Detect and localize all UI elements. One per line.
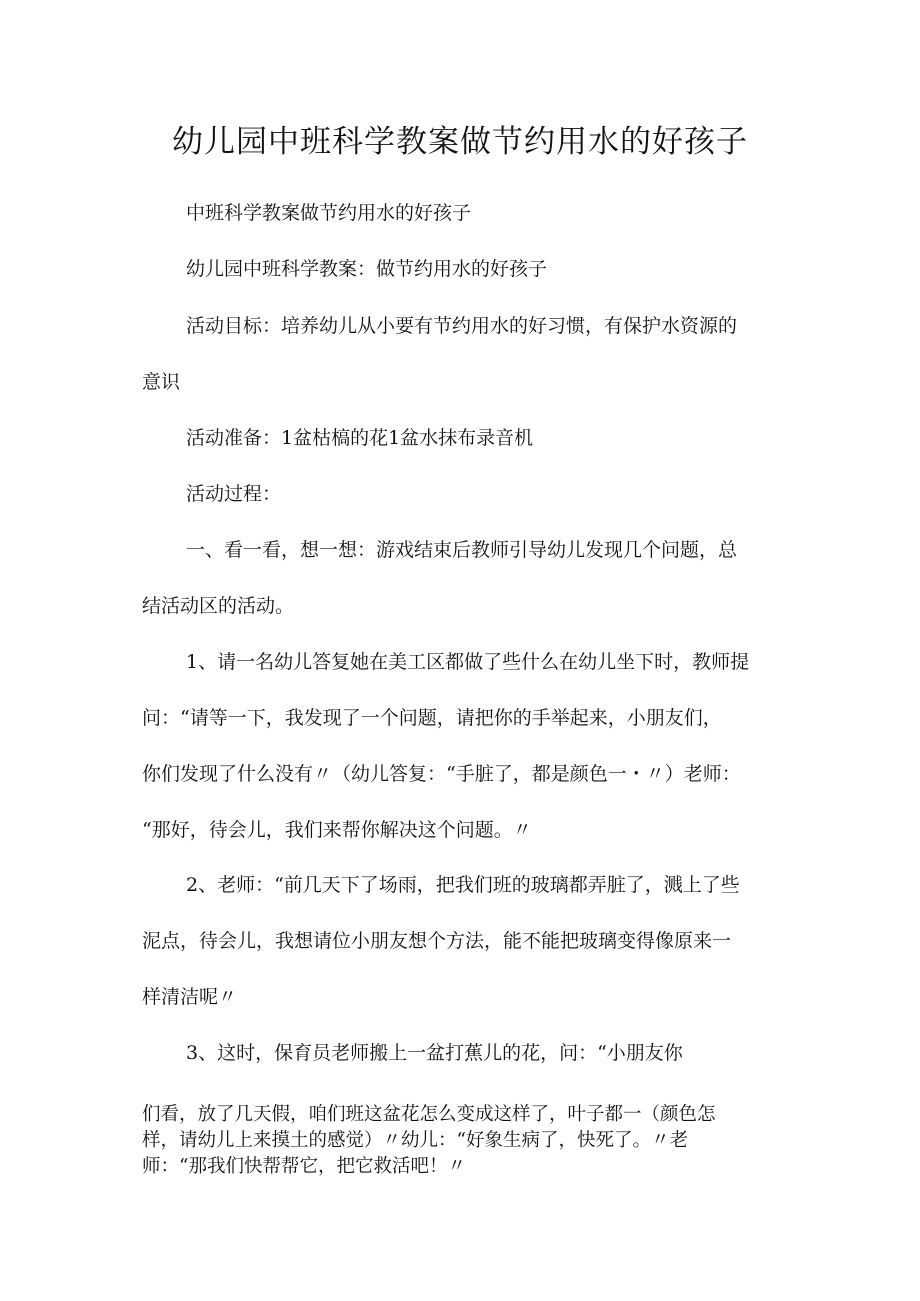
step-three-line-3: 样，请幼儿上来摸土的感觉）〃幼儿：“好象生病了，快死了。〃老 bbox=[142, 1130, 688, 1151]
step-three-line-4: 师：“那我们快帮帮它，把它救活吧！〃 bbox=[142, 1156, 466, 1177]
step-two-line: 2、老师：“前几天下了场雨，把我们班的玻璃都弄脏了，溅上了些 bbox=[186, 874, 740, 896]
goal-line-cont: 意识 bbox=[142, 371, 181, 393]
step-two-line-2: 泥点，待会儿，我想请位小朋友想个方法，能不能把玻璃变得像原来一 bbox=[142, 930, 732, 952]
document-title: 幼儿园中班科学教案做节约用水的好孩子 bbox=[172, 124, 748, 160]
section-one-line-cont: 结活动区的活动。 bbox=[142, 595, 295, 617]
step-two-line-3: 样清洁呢〃 bbox=[142, 986, 238, 1008]
process-heading: 活动过程： bbox=[186, 483, 282, 505]
step-one-line-3: 你们发现了什么没有〃（幼儿答复：“手脏了，都是颜色一・〃）老师： bbox=[142, 763, 741, 785]
preparation-line: 活动准备：1盆枯槁的花1盆水抹布录音机 bbox=[186, 427, 534, 449]
step-one-line-4: “那好，待会儿，我们来帮你解决这个问题。〃 bbox=[142, 819, 532, 841]
section-one-line: 一、看一看，想一想：游戏结束后教师引导幼儿发现几个问题，总 bbox=[186, 539, 738, 561]
step-three-line: 3、这时，保育员老师搬上一盆打蕉儿的花，问：“小朋友你 bbox=[186, 1042, 683, 1064]
step-one-line: 1、请一名幼儿答复她在美工区都做了些什么在幼儿坐下时，教师提 bbox=[186, 651, 750, 673]
subtitle-line: 中班科学教案做节约用水的好孩子 bbox=[186, 202, 472, 224]
step-one-line-2: 问：“请等一下，我发现了一个问题，请把你的手举起来，小朋友们， bbox=[142, 707, 722, 729]
subtitle-line-2: 幼儿园中班科学教案：做节约用水的好孩子 bbox=[186, 258, 548, 280]
step-three-line-2: 们看，放了几天假，咱们班这盆花怎么变成这样了，叶子都一（颜色怎 bbox=[142, 1104, 716, 1125]
goal-line: 活动目标：培养幼儿从小要有节约用水的好习惯，有保护水资源的 bbox=[186, 315, 738, 337]
